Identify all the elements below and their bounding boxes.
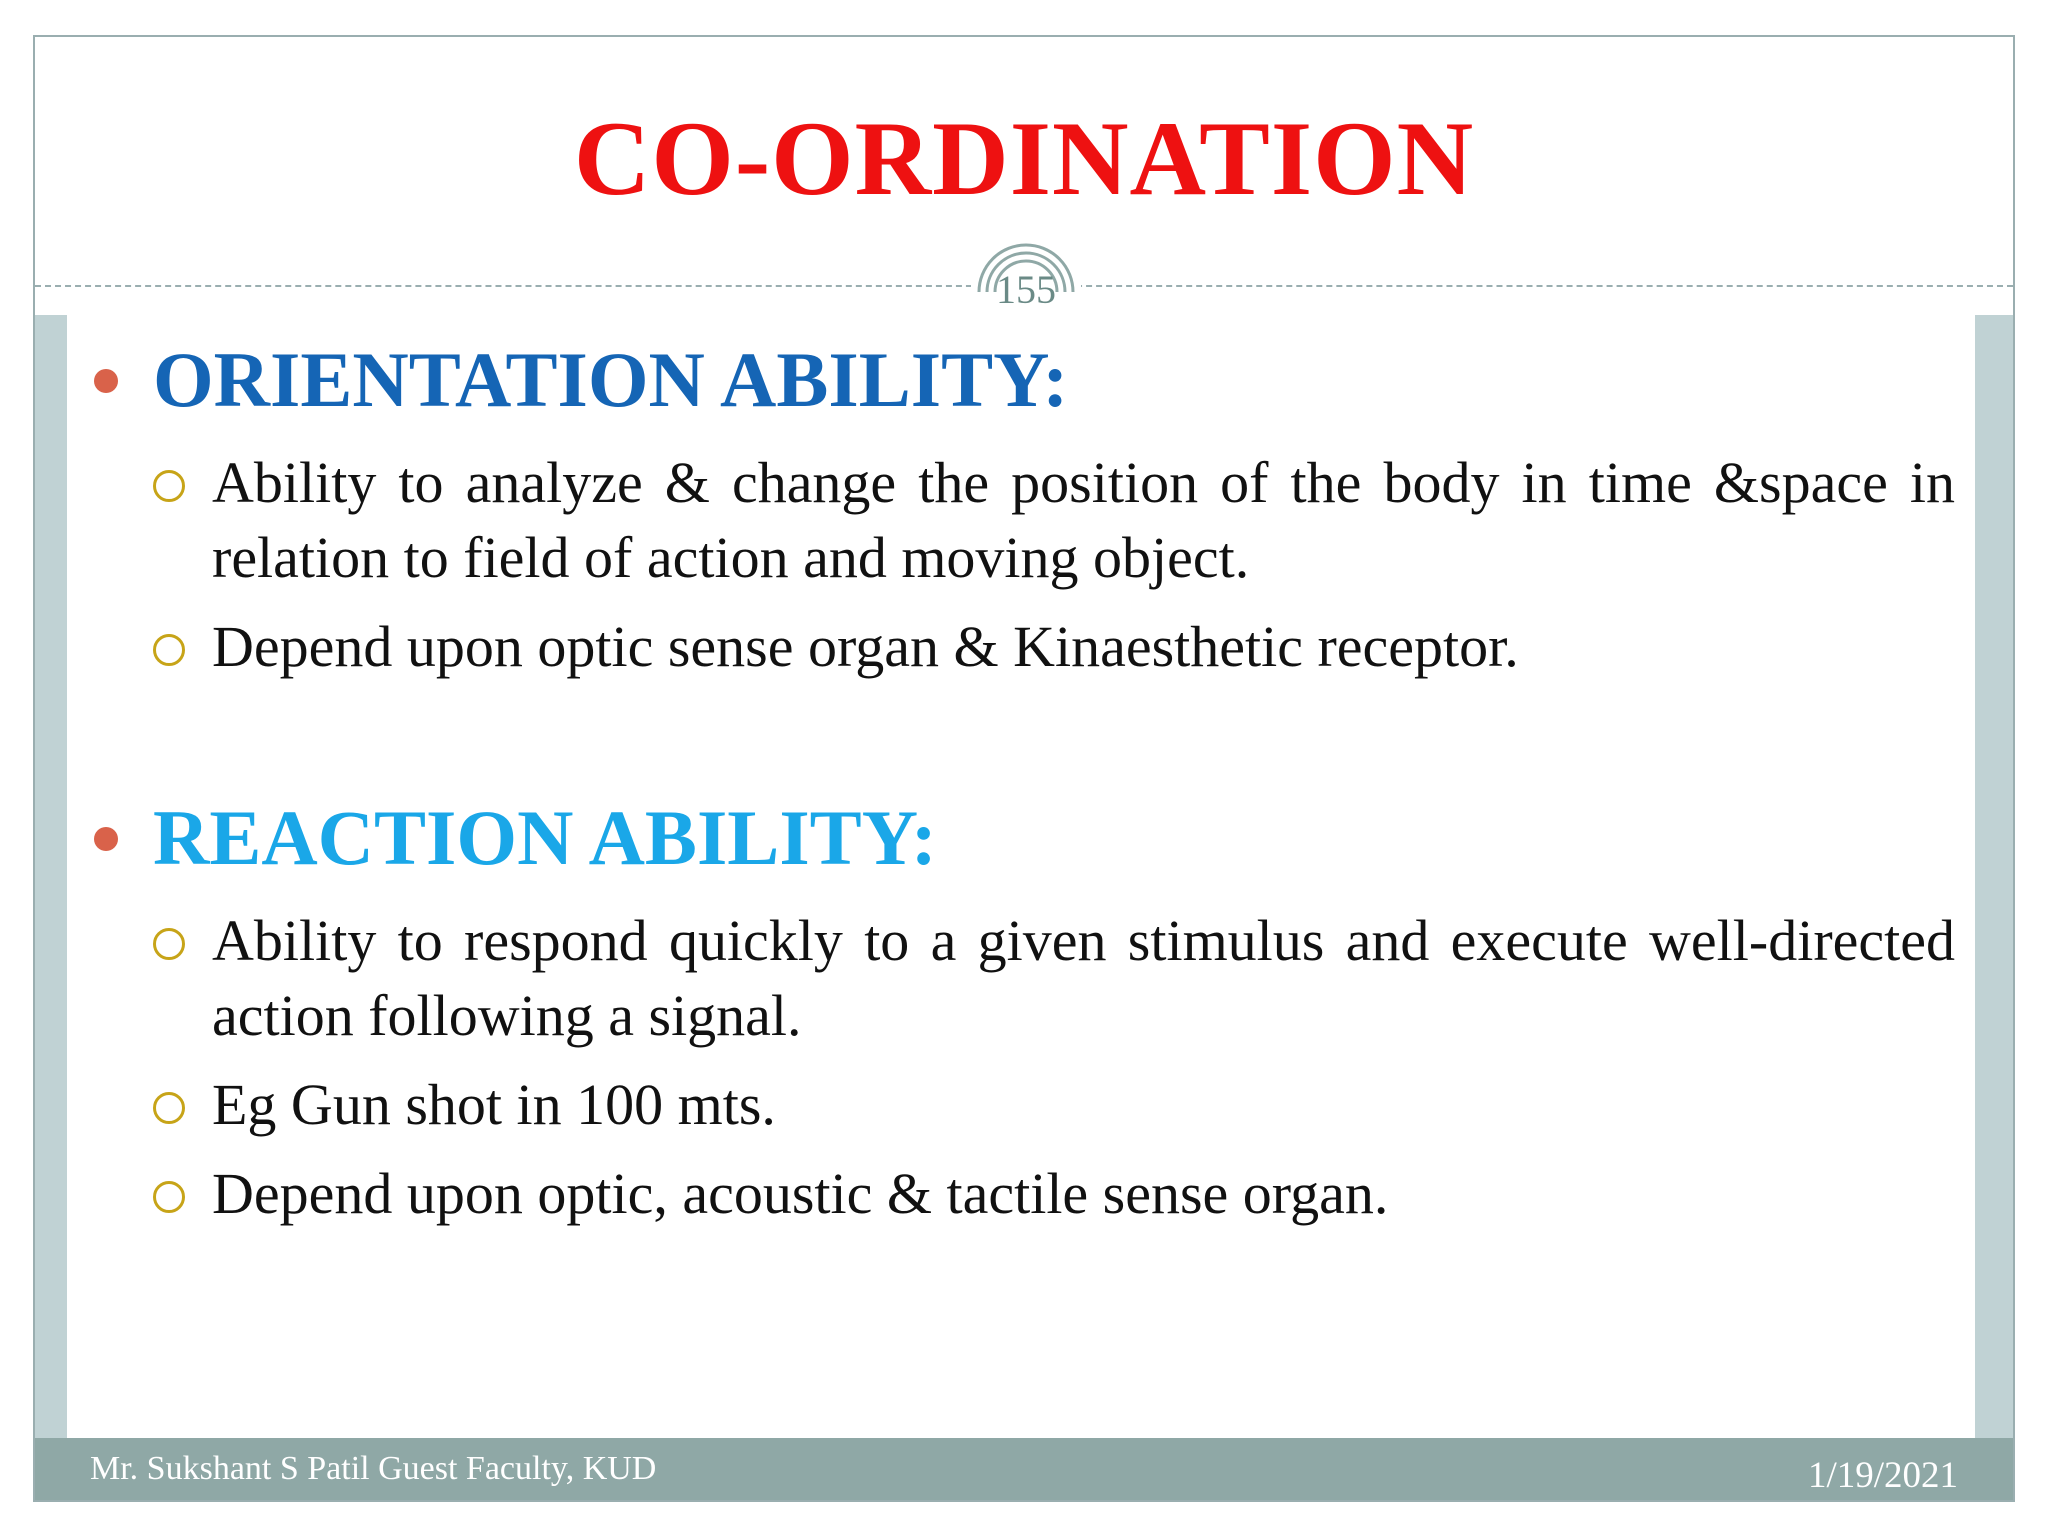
list-item-text: Eg Gun shot in 100 mts. bbox=[212, 1071, 776, 1137]
list-item bbox=[67, 445, 1975, 595]
left-side-bar bbox=[35, 315, 67, 1440]
right-side-bar bbox=[1973, 315, 2013, 1440]
ring-bullet-icon bbox=[153, 1181, 185, 1213]
list-item-text: Depend upon optic sense organ & Kinaesthetic receptor. bbox=[212, 613, 1519, 679]
slide bbox=[33, 35, 2015, 1502]
list-item bbox=[67, 903, 1975, 1053]
section-heading-text: REACTION ABILITY: bbox=[153, 794, 937, 881]
list-item bbox=[67, 1156, 1975, 1231]
page-number-badge bbox=[971, 232, 1081, 312]
ring-bullet-icon bbox=[153, 470, 185, 502]
bullet-dot-icon bbox=[94, 827, 118, 851]
page-number: 155 bbox=[996, 267, 1056, 312]
section-heading bbox=[67, 793, 1975, 883]
list-item-text: Depend upon optic, acoustic & tactile sense organ. bbox=[212, 1160, 1389, 1226]
section-orientation-ability bbox=[67, 335, 1975, 684]
footer-author: Mr. Sukshant S Patil Guest Faculty, KUD bbox=[90, 1450, 657, 1487]
list-item-text: Ability to analyze & change the position of the body in time &space in relation to field of action and moving object. bbox=[212, 449, 1955, 590]
footer-bar bbox=[35, 1438, 2013, 1500]
ring-bullet-icon bbox=[153, 928, 185, 960]
slide-title: CO-ORDINATION bbox=[573, 100, 1475, 217]
slide-content bbox=[67, 315, 1975, 1440]
ring-bullet-icon bbox=[153, 1092, 185, 1124]
list-item-text: Ability to respond quickly to a given stimulus and execute well-directed action following a signal. bbox=[212, 907, 1955, 1048]
section-heading bbox=[67, 335, 1975, 425]
list-item bbox=[67, 1067, 1975, 1142]
bullet-dot-icon bbox=[94, 369, 118, 393]
ring-bullet-icon bbox=[153, 634, 185, 666]
footer-date: 1/19/2021 bbox=[1807, 1455, 1958, 1496]
section-heading-text: ORIENTATION ABILITY: bbox=[153, 336, 1069, 423]
list-item bbox=[67, 609, 1975, 684]
section-reaction-ability bbox=[67, 793, 1975, 1231]
